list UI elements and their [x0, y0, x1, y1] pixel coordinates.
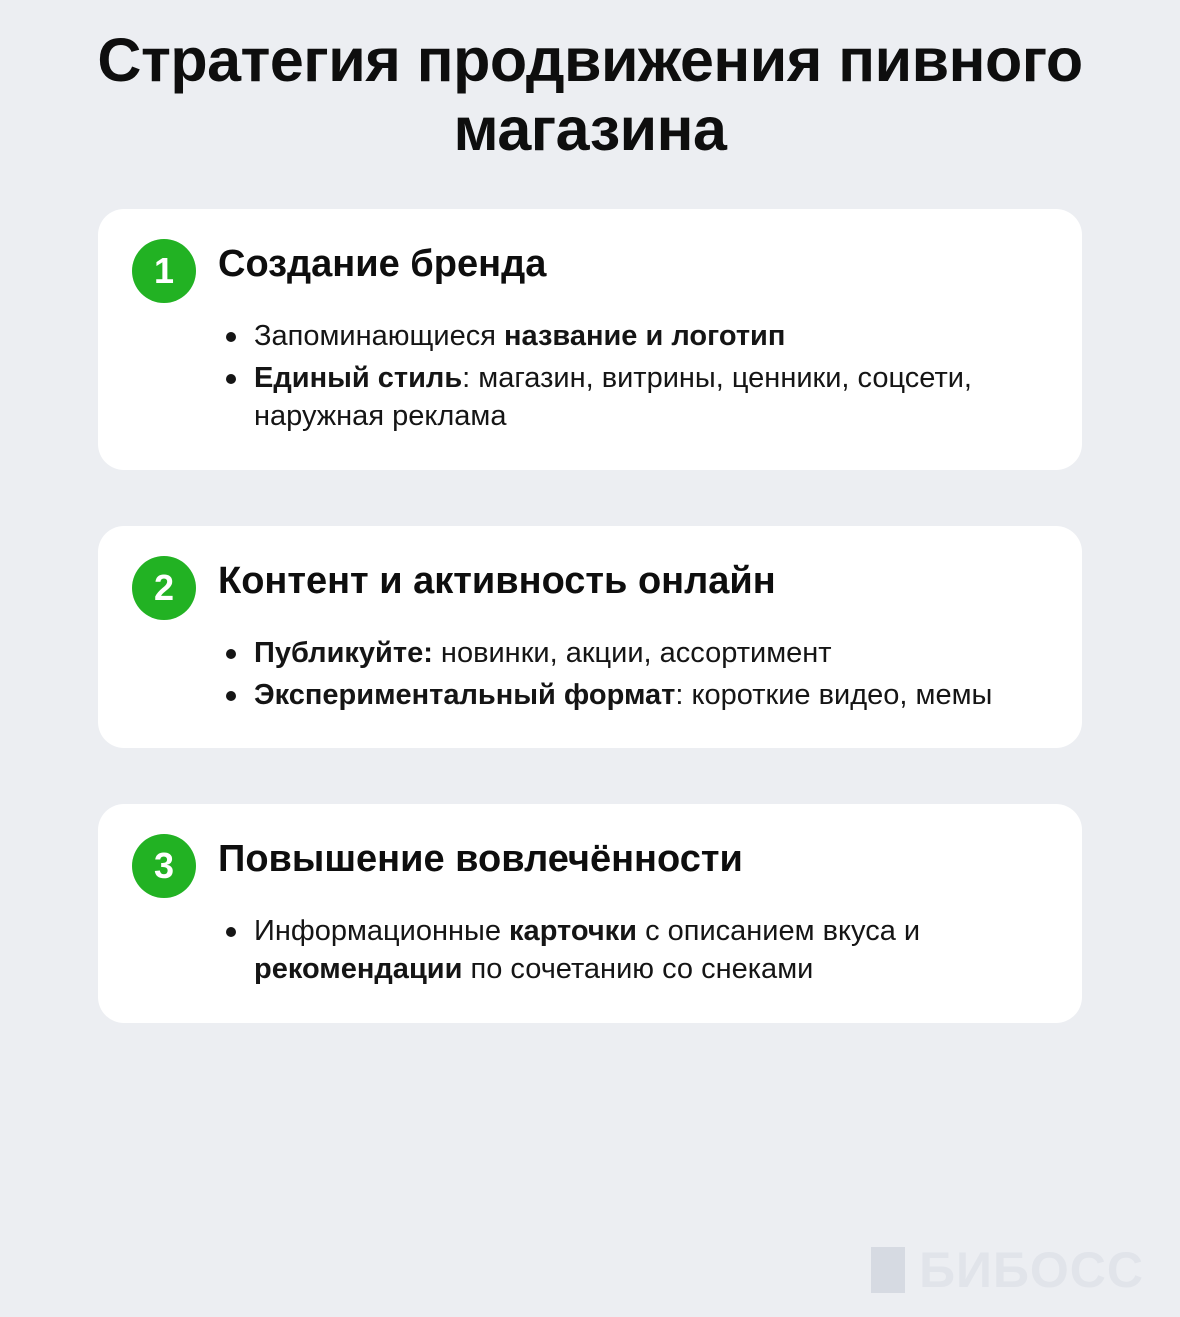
- footer-branding: [871, 1241, 1144, 1299]
- bullet-emphasis: Публикуйте:: [254, 636, 433, 669]
- bullet-list: [132, 634, 1048, 715]
- list-item: [220, 359, 1048, 436]
- square-mark-icon: [871, 1247, 905, 1293]
- bullet-emphasis: карточки: [509, 915, 638, 948]
- page-title: Стратегия продвижения пивного магазина: [97, 26, 1083, 163]
- list-item: [220, 912, 1048, 989]
- card-title: Создание бренда: [218, 242, 547, 285]
- list-item: [220, 317, 1048, 355]
- bullet-text: по сочетанию со снеками: [462, 953, 814, 986]
- strategy-card: [98, 209, 1082, 470]
- bullet-text: Информационные: [254, 915, 510, 948]
- bullet-text: : магазин, витрины, ценники, соцсети, наружная реклама: [254, 362, 972, 433]
- card-header: [132, 554, 1048, 620]
- card-title: Контент и активность онлайн: [218, 559, 776, 602]
- bullet-text: с описанием вкуса и: [637, 915, 921, 948]
- brand-name: БИБОСС: [919, 1242, 1144, 1298]
- step-number-badge: 1: [132, 239, 196, 303]
- bullet-emphasis: рекомендации: [254, 953, 463, 986]
- strategy-card: [98, 804, 1082, 1023]
- bullet-list: [132, 912, 1048, 989]
- bullet-text: Запоминающиеся: [254, 319, 504, 352]
- card-header: [132, 832, 1048, 898]
- bullet-emphasis: Единый стиль: [254, 362, 463, 395]
- bullet-emphasis: Экспериментальный формат: [254, 678, 676, 711]
- list-item: [220, 634, 1048, 672]
- card-header: [132, 237, 1048, 303]
- bullet-text: : короткие видео, мемы: [675, 678, 993, 711]
- step-number-badge: 3: [132, 834, 196, 898]
- card-list: [0, 209, 1180, 1023]
- bullet-list: [132, 317, 1048, 436]
- strategy-card: [98, 526, 1082, 749]
- bullet-emphasis: название и логотип: [503, 319, 786, 352]
- bullet-text: новинки, акции, ассортимент: [432, 636, 832, 669]
- step-number-badge: 2: [132, 556, 196, 620]
- card-title: Повышение вовлечённости: [218, 838, 743, 881]
- list-item: [220, 676, 1048, 714]
